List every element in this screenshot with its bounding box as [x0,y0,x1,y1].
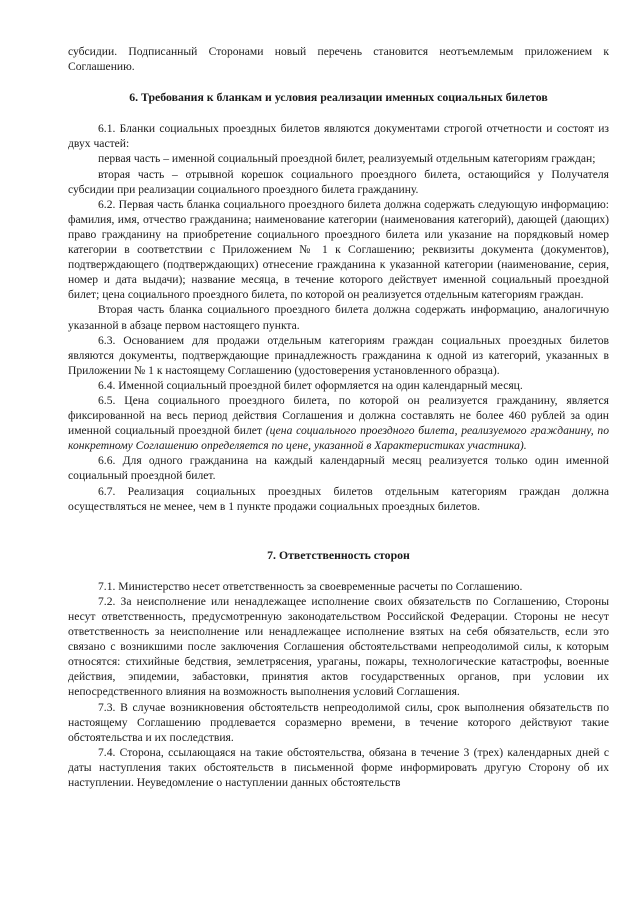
paragraph-6-4: 6.4. Именной социальный проездной билет оформляется на один календарный месяц. [98,378,523,392]
section-6-heading: 6. Требования к бланкам и условия реализации именных социальных билетов [129,90,548,105]
paragraph-6-5 [68,393,609,453]
paragraph-6-3: 6.3. Основанием для продажи отдельным категориям граждан социальных проездных билетов являются документы, подтверждающие принадлежность гражданина к одной из категорий, указанных в Приложении № 1 к настоящему Соглашению (удостоверения установленного образца). [68,333,609,377]
section-7-heading: 7. Ответственность сторон [267,547,410,562]
paragraph-6-2: 6.2. Первая часть бланка социального проездного билета должна содержать следующую информацию: фамилия, имя, отчество гражданина; наименование категории (наименования категорий), дающей (дающих) право гражданину на приобретение социального проездного билета или указание на порядковый номер категории в соответствии с Приложением № 1 к Соглашению; реквизиты документа (документов), подтверждающего (подтверждающих) отнесение гражданина к указанной категории (наименование, серия, номер и дата выдачи); название месяца, в течение которого действует именной социальный проездной билет; цена социального проездного билета, по которой он реализуется отдельным категориям граждан. [68,197,609,302]
paragraph-7-1: 7.1. Министерство несет ответственность за своевременные расчеты по Соглашению. [98,579,523,593]
paragraph-6-1-part-2: вторая часть – отрывной корешок социального проездного билета, остающийся у Получателя субсидии при реализации социального проездного билета гражданину. [68,167,609,196]
paragraph-6-5-text: 6.5. Цена социального проездного билета, по которой он реализуется гражданину, является фиксированной на весь период действия Соглашения и должна составлять не более 460 рублей за один именной социальный проездной билет [68,393,609,438]
paragraph-6-6: 6.6. Для одного гражданина на каждый календарный месяц реализуется только один именной социальный проездной билет. [68,454,609,483]
paragraph-7-4: 7.4. Сторона, ссылающаяся на такие обстоятельства, обязана в течение 3 (трех) календарных дней с даты наступления таких обстоятельств в письменной форме информировать другую Сторону об их наступлении. Неуведомление о наступлении данных обстоятельств [68,745,609,790]
paragraph-6-5-italic-note: (цена социального проездного билета, реализуемого гражданину, по конкретному Соглашению определяется по цене, указанной в Характеристиках участника). [68,424,609,453]
intro-paragraph: субсидии. Подписанный Сторонами новый перечень становится неотъемлемым приложением к Соглашению. [68,45,609,74]
paragraph-6-7: 6.7. Реализация социальных проездных билетов отдельным категориям граждан должна осуществляться не менее, чем в 1 пункте продажи социальных проездных билетов. [68,484,609,513]
paragraph-6-1-part-1: первая часть – именной социальный проездной билет, реализуемый отдельным категориям граждан; [98,152,596,166]
paragraph-6-1: 6.1. Бланки социальных проездных билетов являются документами строгой отчетности и состоят из двух частей: [68,122,609,151]
paragraph-7-2: 7.2. За неисполнение или ненадлежащее исполнение своих обязательств по Соглашению, Стороны несут ответственность, предусмотренную законодательством Российской Федерации. Стороны не несут ответственность за неисполнение или ненадлежащее исполнение взятых на себя обязательств, если это связано с возникшими после заключения Соглашения обстоятельствами непреодолимой силы, к которым относятся: стихийные бедствия, землетрясения, ураганы, пожары, технологические катастрофы, военные действия, эпидемии, забастовки, принятия актов государственных органов, при условии их непосредственного влияния на возможность выполнения условий Соглашения. [68,594,609,699]
paragraph-7-3: 7.3. В случае возникновения обстоятельств непреодолимой силы, срок выполнения обязательств по настоящему Соглашению продлевается соразмерно времени, в течение которого действуют такие обстоятельства и их последствия. [68,700,609,744]
paragraph-6-2-second: Вторая часть бланка социального проездного билета должна содержать информацию, аналогичную указанной в абзаце первом настоящего пункта. [68,303,609,332]
